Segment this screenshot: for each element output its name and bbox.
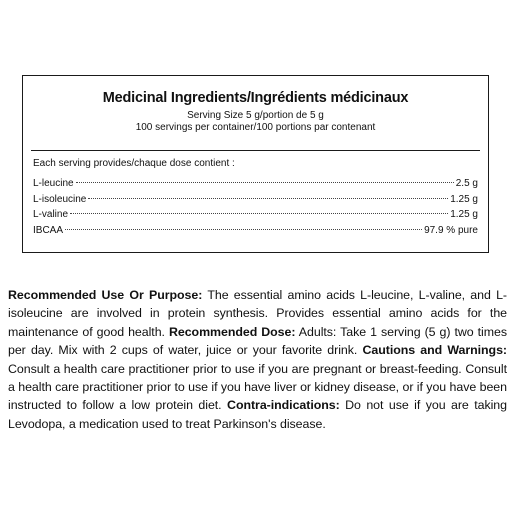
ingredient-amount: 1.25 g	[450, 193, 478, 205]
recommended-use-text: The essential amino acids L-leucine, L-valine, and L-isoleucine are involved in protein synthesis. Provides essential amino acids for the maintenance of good health.	[8, 288, 507, 339]
ingredient-row	[33, 176, 478, 192]
ingredient-amount: 1.25 g	[450, 209, 478, 220]
panel-title: Medicinal Ingredients/Ingrédients médicinaux	[102, 90, 409, 106]
contra-indications-text: Do not use if you are taking Levodopa, a medication used to treat Parkinson's disease.	[8, 398, 507, 431]
serving-size: Serving Size 5 g/portion de 5 g	[187, 110, 324, 121]
recommended-dose-text: Adults: Take 1 serving (5 g) two times per day. Mix with 2 cups of water, juice or your favorite drink.	[8, 324, 508, 358]
panel-divider	[31, 150, 480, 151]
ingredient-name: IBCAA	[33, 224, 64, 236]
dot-leader	[65, 229, 422, 230]
contra-indications-label: Contra-indications:	[227, 398, 340, 413]
ingredient-amount: 2.5 g	[455, 178, 478, 189]
ingredient-amount: 97.9 % pure	[424, 224, 478, 236]
cautions-label: Cautions and Warnings:	[362, 343, 507, 358]
dot-leader	[88, 198, 448, 199]
ingredient-name: L-leucine	[33, 178, 74, 189]
serving-info	[23, 110, 488, 134]
recommended-dose-label: Recommended Dose:	[168, 324, 296, 339]
dot-leader	[76, 182, 454, 183]
medicinal-ingredients-panel	[22, 75, 489, 253]
cautions-text: Consult a health care practitioner prior to use if you are pregnant or breast-feeding. Consult a health care practitioner prior to use if you have liver or kidney disease, or if you have been instructed to follow a low protein diet.	[8, 361, 507, 413]
ingredient-name: L-valine	[33, 209, 69, 220]
usage-paragraph	[8, 286, 507, 433]
ingredient-row	[33, 207, 478, 223]
recommended-use-label: Recommended Use Or Purpose:	[8, 288, 203, 302]
ingredient-row	[33, 223, 478, 239]
ingredient-row	[33, 192, 478, 208]
servings-per-container: 100 servings per container/100 portions par contenant	[135, 122, 376, 133]
ingredient-name: L-isoleucine	[33, 193, 87, 205]
ingredient-list	[33, 176, 478, 238]
serving-intro: Each serving provides/chaque dose contient :	[33, 158, 235, 169]
dot-leader	[70, 213, 448, 214]
